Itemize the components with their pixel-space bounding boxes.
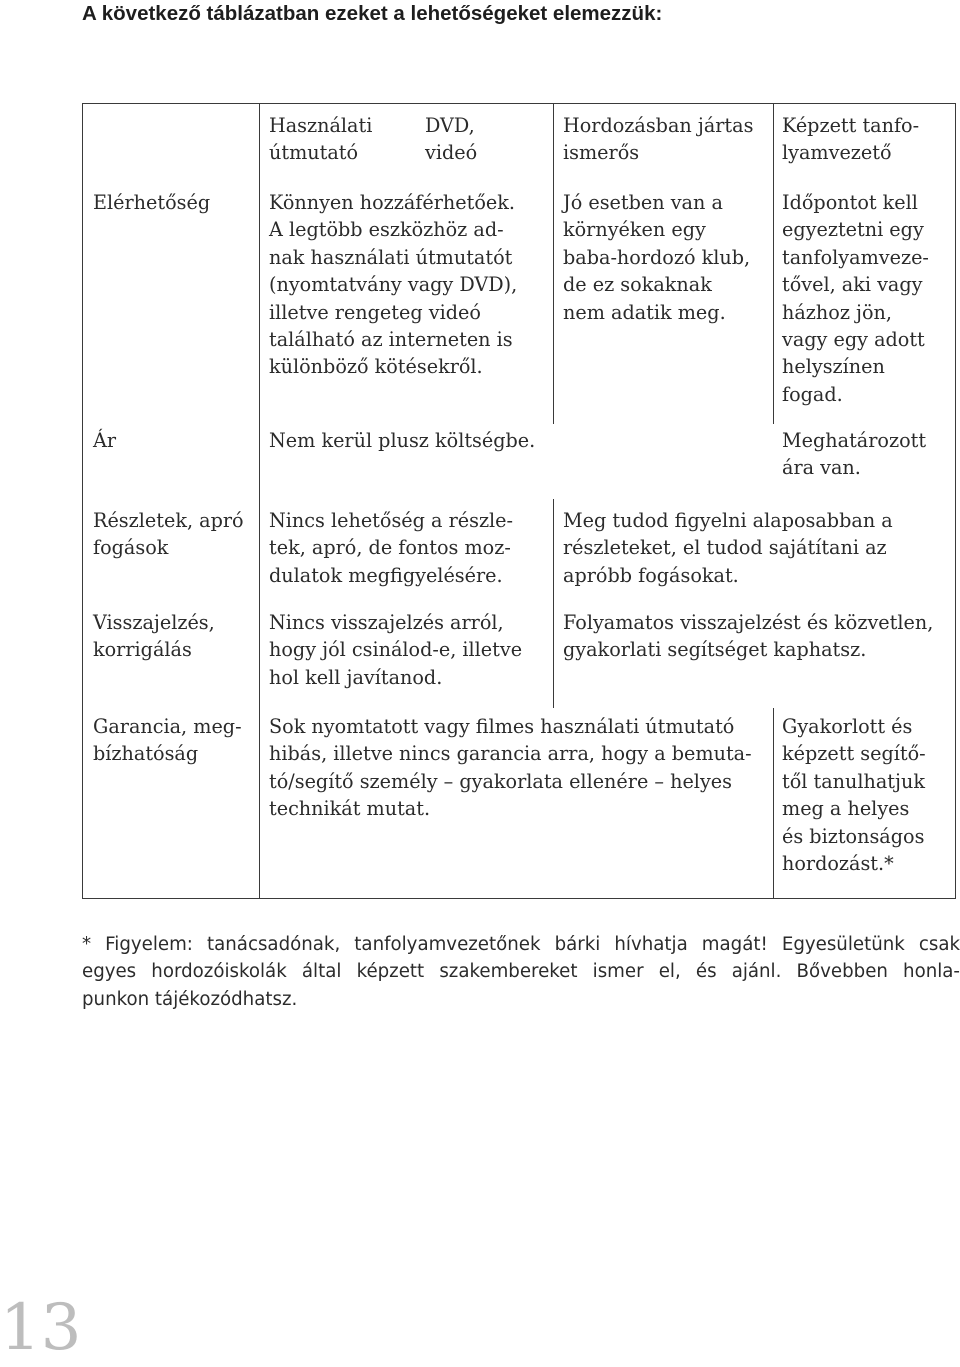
table-divider-manual-friend-lower <box>553 499 554 708</box>
table-divider-label-col <box>259 104 260 899</box>
table-divider-friend-instructor <box>773 104 774 424</box>
availability-friend: Jó esetben van a környéken egy baba-hordozó klub, de ez sokaknak nem adatik meg. <box>563 191 751 324</box>
table-divider-manual-friend <box>553 104 554 424</box>
row-label-details: Részletek, apró fogások <box>93 509 244 560</box>
feedback-manual-dvd: Nincs visszajelzés arról, hogy jól csinálod-e, illetve hol kell javítanod. <box>269 611 523 689</box>
row-label-availability: Elérhetőség <box>93 191 211 214</box>
header-friend: Hordozásban jártas ismerős <box>563 114 754 165</box>
page-number: 13 <box>0 1291 82 1365</box>
row-label-feedback: Visszajelzés, korrigálás <box>93 611 215 662</box>
page-title: A következő táblázatban ezeket a lehetőségeket elemezzük: <box>82 2 663 25</box>
guarantee-instructor: Gyakorlott és képzett segítő- től tanulhatjuk meg a helyes és biztonságos hordozást.* <box>782 715 926 876</box>
row-label-guarantee: Garancia, meg- bízhatóság <box>93 715 242 766</box>
footnote-line: * Figyelem: tanácsadónak, tanfolyamvezetőnek bárki hívhatja magát! Egyesületünk csak <box>82 934 960 955</box>
feedback-friend-instructor: Folyamatos visszajelzést és közvetlen, gyakorlati segítséget kaphatsz. <box>563 611 934 662</box>
header-manual: Használati útmutató <box>269 114 373 165</box>
availability-instructor: Időpontot kell egyeztetni egy tanfolyamveze- tővel, aki vagy házhoz jön, vagy egy adott helyszínen fogad. <box>782 191 929 406</box>
guarantee-manual-dvd-friend: Sok nyomtatott vagy filmes használati útmutató hibás, illetve nincs garancia arra, hogy a bemuta- tó/segítő személy – gyakorlata ellenére – helyes technikát mutat. <box>269 715 752 821</box>
footnote-line: punkon tájékozódhatsz. <box>82 988 298 1010</box>
row-label-price: Ár <box>93 429 117 452</box>
footnote-line: egyes hordozóiskolák által képzett szakembereket ismer el, és ajánl. Bővebben honla- <box>82 961 960 983</box>
table-divider-guarantee-instructor <box>773 708 774 899</box>
header-instructor: Képzett tanfo- lyamvezető <box>782 114 920 165</box>
price-free: Nem kerül plusz költségbe. <box>269 429 536 452</box>
header-dvd: DVD, videó <box>425 114 478 165</box>
details-friend-instructor: Meg tudod figyelni alaposabban a részleteket, el tudod sajátítani az apróbb fogásokat. <box>563 509 893 587</box>
footnote <box>82 931 960 1013</box>
availability-manual-dvd: Könnyen hozzáférhetőek. A legtöbb eszközhöz ad- nak használati útmutatót (nyomtatvány vagy DVD), illetve rengeteg videó található az interneten is különböző kötésekről. <box>269 191 518 379</box>
details-manual-dvd: Nincs lehetőség a részle- tek, apró, de fontos moz- dulatok megfigyelésére. <box>269 509 514 587</box>
comparison-table <box>82 103 956 899</box>
price-instructor: Meghatározott ára van. <box>782 429 927 480</box>
